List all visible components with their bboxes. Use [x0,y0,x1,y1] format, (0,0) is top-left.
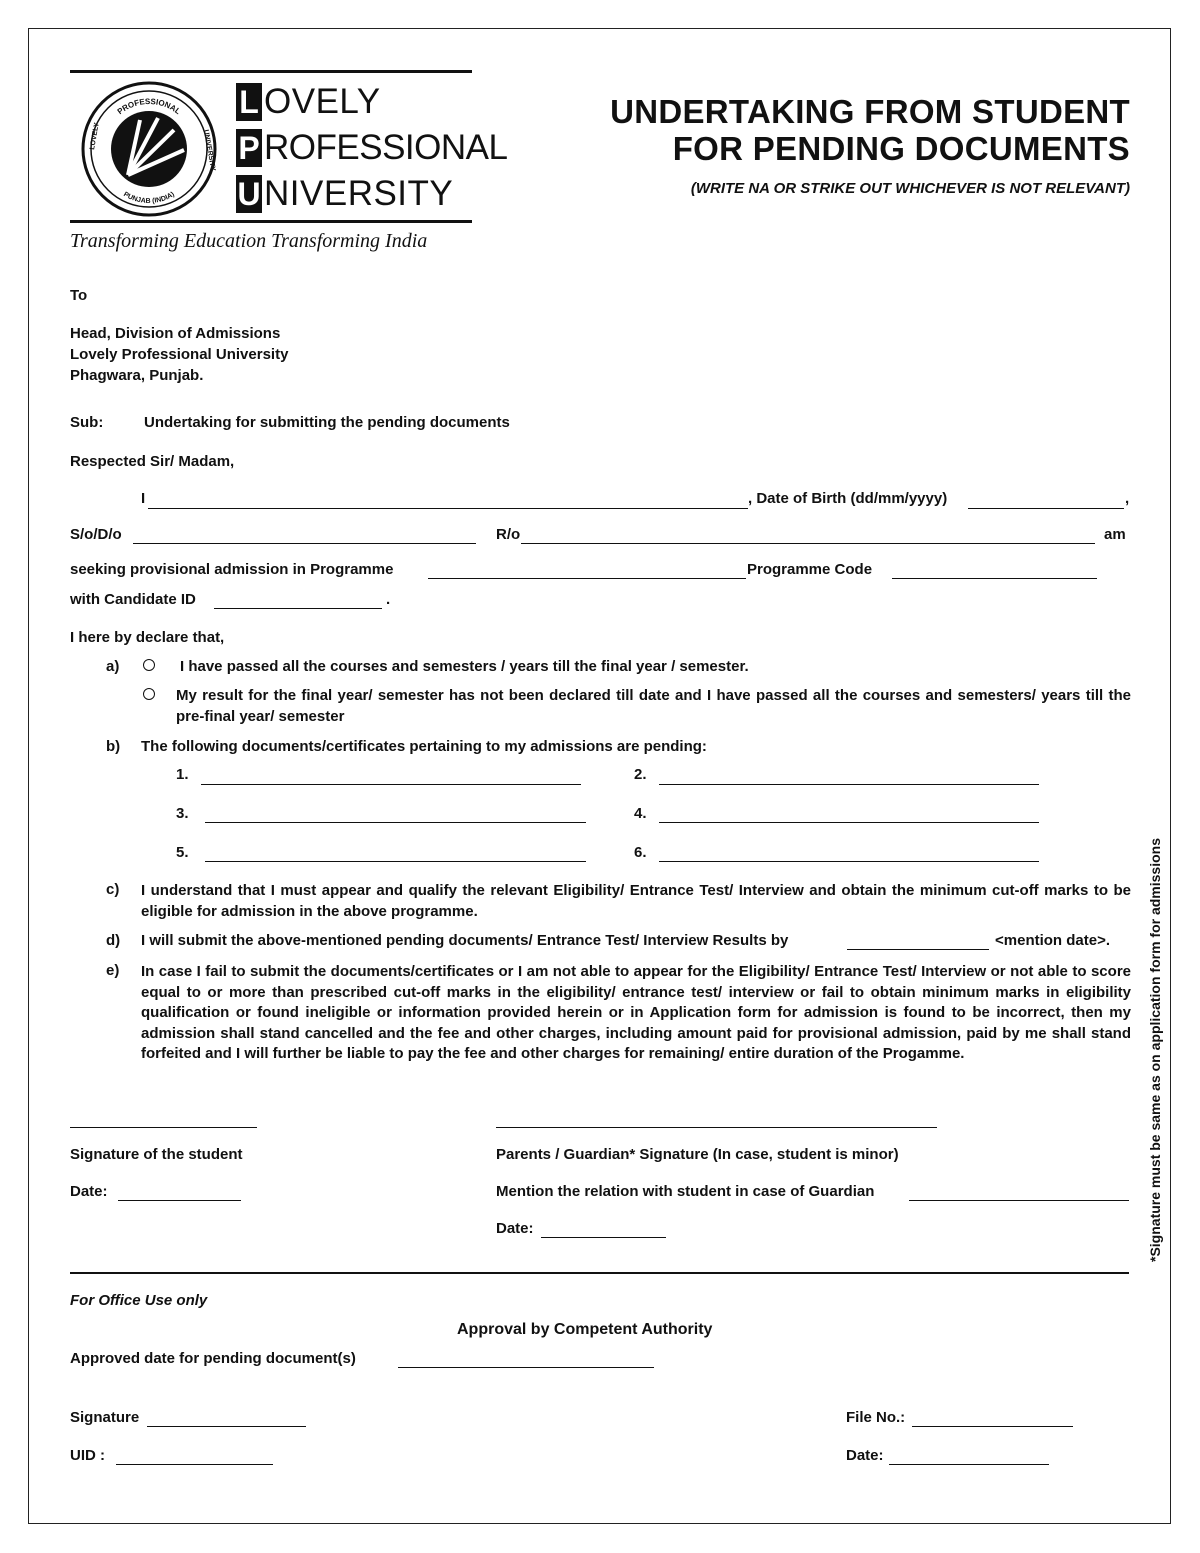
parent-name-field[interactable] [133,543,476,544]
address-line2: Lovely Professional University [70,346,289,363]
clause-a-label: a) [106,658,120,675]
clause-d-text: I will submit the above-mentioned pending documents/ Entrance Test/ Interview Results by [141,932,789,949]
approved-date-field[interactable] [398,1367,654,1368]
student-date-label: Date: [70,1183,108,1200]
dob-label: , Date of Birth (dd/mm/yyyy) [748,490,948,507]
candidate-id-field[interactable] [214,608,382,609]
doc-number-3: 3. [176,805,189,822]
clause-c-text: I understand that I must appear and qualify the relevant Eligibility/ Entrance Test/ Interview and obtain the minimum cut-off marks to be eligible for admission in the above programme. [141,882,1131,920]
logo-bottom-rule [70,220,472,223]
clause-b-label: b) [106,738,121,755]
subject-label: Sub: [70,414,104,431]
programme-code-field[interactable] [892,578,1097,579]
residence-label: R/o [496,526,521,543]
logo-row-university [236,172,453,216]
logo-row-lovely [236,80,381,124]
dob-field[interactable] [968,508,1124,509]
office-heading: For Office Use only [70,1292,208,1309]
doc-field-4[interactable] [659,822,1039,823]
office-date-field[interactable] [889,1464,1049,1465]
dob-end: , [1125,490,1130,507]
file-no-label: File No.: [846,1409,906,1426]
approved-date-label: Approved date for pending document(s) [70,1350,356,1367]
parent-signature-label: Parents / Guardian* Signature (In case, student is minor) [496,1146,899,1163]
approval-heading: Approval by Competent Authority [457,1321,713,1338]
salutation: Respected Sir/ Madam, [70,453,235,470]
student-date-field[interactable] [118,1200,241,1201]
office-signature-field[interactable] [147,1426,306,1427]
logo-letter-p: P [236,129,262,167]
programme-code-label: Programme Code [747,561,873,578]
guardian-relation-label: Mention the relation with student in case of Guardian [496,1183,875,1200]
logo-top-rule [70,70,472,73]
doc-field-3[interactable] [205,822,586,823]
logo-word-lovely: OVELY [264,82,381,121]
page-subtitle: (WRITE NA OR STRIKE OUT WHICHEVER IS NOT RELEVANT) [690,180,1130,197]
parent-date-label: Date: [496,1220,534,1237]
uid-label: UID : [70,1447,105,1464]
student-signature-label: Signature of the student [70,1146,243,1163]
logo-letter-l: L [236,83,262,121]
logo-tagline: Transforming Education Transforming India [70,230,428,252]
page-title-line1: UNDERTAKING FROM STUDENT [610,93,1130,130]
logo-letter-u: U [237,176,261,212]
office-divider [70,1272,1129,1274]
file-no-field[interactable] [912,1426,1073,1427]
parent-signature-field[interactable] [496,1127,937,1128]
doc-number-4: 4. [634,805,647,822]
page-title-line2: FOR PENDING DOCUMENTS [672,130,1130,167]
logo-row-professional [236,126,507,170]
clause-d-end: <mention date>. [995,932,1111,949]
declaration-intro: I here by declare that, [70,629,225,646]
student-signature-field[interactable] [70,1127,257,1128]
office-signature-label: Signature [70,1409,140,1426]
logo-word-professional: ROFESSIONAL [264,128,508,167]
doc-number-1: 1. [176,766,189,783]
option-passed-text: I have passed all the courses and semesters / years till the final year / semester. [180,658,749,675]
university-seal-icon [80,80,218,218]
seal-text-right: UNIVERSITY [202,129,217,172]
residence-field[interactable] [521,543,1095,544]
address-line1: Head, Division of Admissions [70,325,281,342]
subject-text: Undertaking for submitting the pending documents [144,414,510,431]
office-date-label: Date: [846,1447,884,1464]
doc-number-6: 6. [634,844,647,861]
clause-b-text: The following documents/certificates pertaining to my admissions are pending: [141,738,707,755]
doc-number-5: 5. [176,844,189,861]
option-result-pending-radio[interactable] [143,688,155,700]
clause-d-label: d) [106,932,121,949]
address-to: To [70,287,88,304]
doc-field-5[interactable] [205,861,586,862]
guardian-relation-field[interactable] [909,1200,1129,1201]
candidate-id-end: . [386,591,391,608]
doc-field-6[interactable] [659,861,1039,862]
option-result-pending-text: My result for the final year/ semester has not been declared till date and I have passed all the courses and semesters/ years till the pre-final year/ semester [176,687,1131,725]
doc-field-1[interactable] [201,784,581,785]
logo-word-university: NIVERSITY [264,174,454,213]
doc-field-2[interactable] [659,784,1039,785]
candidate-id-label: with Candidate ID [70,591,196,608]
name-field[interactable] [148,508,748,509]
uid-field[interactable] [116,1464,273,1465]
submission-date-field[interactable] [847,949,989,950]
clause-c-label: c) [106,881,120,898]
clause-e-label: e) [106,962,120,979]
programme-label: seeking provisional admission in Programme [70,561,394,578]
doc-number-2: 2. [634,766,647,783]
parent-name-label: S/o/D/o [70,526,122,543]
programme-field[interactable] [428,578,746,579]
am-label: am [1104,526,1126,543]
parent-date-field[interactable] [541,1237,666,1238]
svg-text:PUNJAB (INDIA) [122,191,176,205]
seal-text-bottom: PUNJAB (INDIA) [122,191,176,206]
name-label: I [141,490,146,507]
seal-text-top: PROFESSIONAL [115,96,183,117]
address-line3: Phagwara, Punjab. [70,367,204,384]
clause-e-text: In case I fail to submit the documents/certificates or I am not able to appear for the Eligibility/ Entrance Test/ Interview or not able to score equal to or more than prescribed cut-off marks in the eligibility/ entrance test/ interview or fail to obtain minimum marks in eligibility qualification or found ineligible or information provided herein or in Application form for admission is found to be incorrect, then my admission shall stand cancelled and the fee and other charges, including amount paid for provisional admission, paid by me shall stand forfeited and I will further be liable to pay the fee and other charges for remaining/ entire duration of the Progamme. [141,963,1131,1062]
signature-side-note: *Signature must be same as on application form for admissions [1147,838,1163,1262]
option-passed-radio[interactable] [143,659,155,671]
seal-text-left: LOVELY [89,122,101,151]
